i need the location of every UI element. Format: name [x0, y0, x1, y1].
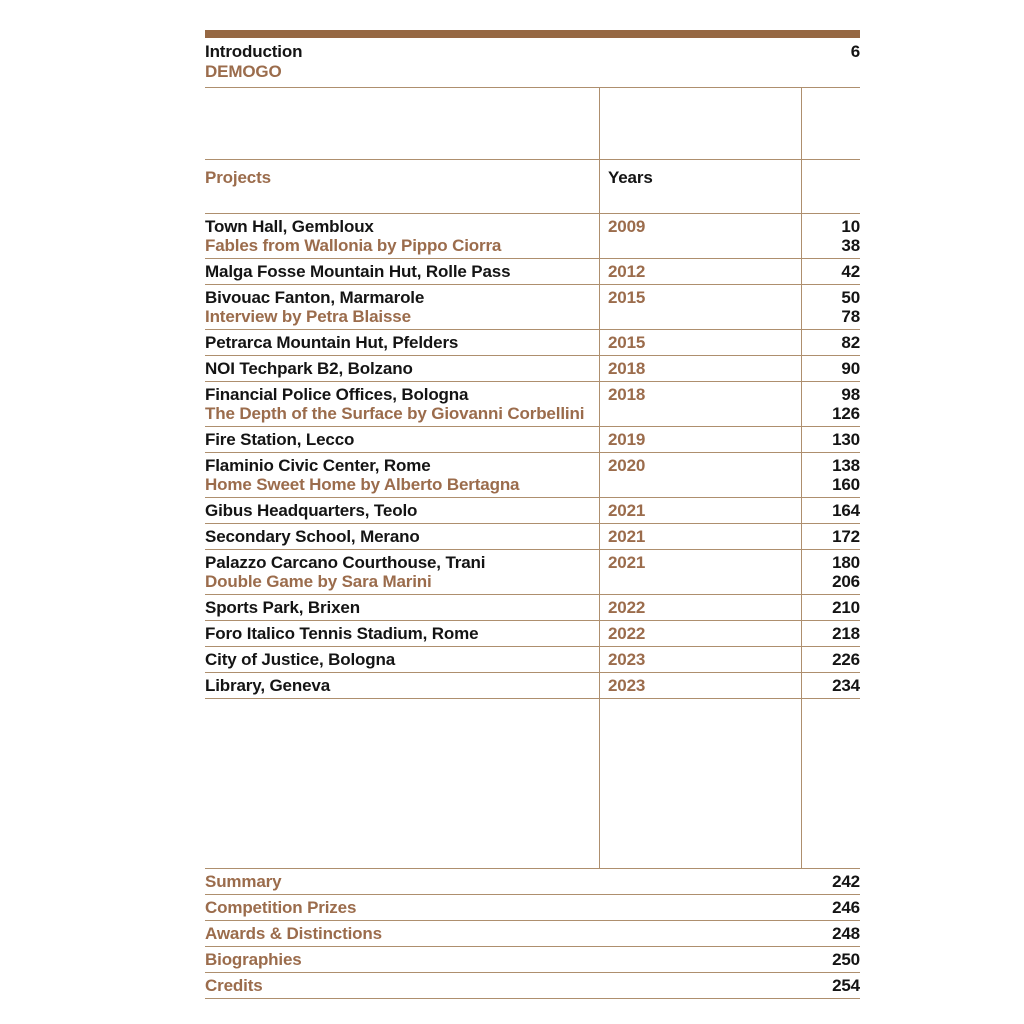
- toc-table: [205, 88, 860, 868]
- empty-tail-row: [205, 698, 860, 868]
- toc-content: [205, 30, 860, 999]
- toc-row: [205, 523, 860, 549]
- project-name: Library, Geneva: [205, 676, 330, 695]
- year-value: 2020: [608, 456, 646, 475]
- page-number-secondary: 206: [832, 572, 860, 591]
- project-name: Malga Fosse Mountain Hut, Rolle Pass: [205, 262, 511, 281]
- year-value: 2021: [608, 527, 646, 546]
- project-name: Secondary School, Merano: [205, 527, 420, 546]
- page-number: 82: [841, 333, 860, 352]
- project-name: Sports Park, Brixen: [205, 598, 360, 617]
- footer-label: Competition Prizes: [205, 898, 357, 917]
- chapter-header: [205, 38, 860, 88]
- essay-title: Fables from Wallonia by Pippo Ciorra: [205, 236, 502, 255]
- footer-label: Awards & Distinctions: [205, 924, 382, 943]
- year-value: 2022: [608, 624, 646, 643]
- page-number-secondary: 38: [841, 236, 860, 255]
- footer-row: [205, 920, 860, 946]
- page-number: 98: [841, 385, 860, 404]
- essay-title: Interview by Petra Blaisse: [205, 307, 411, 326]
- year-value: 2015: [608, 333, 646, 352]
- essay-title: Home Sweet Home by Alberto Bertagna: [205, 475, 520, 494]
- toc-row: [205, 672, 860, 698]
- page-number-secondary: 126: [832, 404, 860, 423]
- page-number: 10: [841, 217, 860, 236]
- page-number-secondary: 78: [841, 307, 860, 326]
- footer-label: Credits: [205, 976, 263, 995]
- page-number: 50: [841, 288, 860, 307]
- toc-footer: [205, 868, 860, 999]
- project-name: Town Hall, Gembloux: [205, 217, 374, 236]
- page-number-secondary: 160: [832, 475, 860, 494]
- project-name: Gibus Headquarters, Teolo: [205, 501, 418, 520]
- chapter-page-number: 6: [850, 42, 860, 61]
- year-value: 2019: [608, 430, 646, 449]
- project-name: Fire Station, Lecco: [205, 430, 355, 449]
- page-number: 130: [832, 430, 860, 449]
- spacer-row: [205, 88, 860, 159]
- year-value: 2023: [608, 676, 646, 695]
- page-number: 218: [832, 624, 860, 643]
- footer-label: Summary: [205, 872, 282, 891]
- project-name: Palazzo Carcano Courthouse, Trani: [205, 553, 486, 572]
- project-name: Flaminio Civic Center, Rome: [205, 456, 431, 475]
- project-name: Bivouac Fanton, Marmarole: [205, 288, 425, 307]
- page-number: 90: [841, 359, 860, 378]
- year-value: 2023: [608, 650, 646, 669]
- toc-row: [205, 594, 860, 620]
- project-name: Foro Italico Tennis Stadium, Rome: [205, 624, 479, 643]
- footer-row: [205, 946, 860, 972]
- footer-page-number: 250: [832, 950, 860, 969]
- footer-page-number: 246: [832, 898, 860, 917]
- toc-row: [205, 620, 860, 646]
- top-rule-bar: [205, 30, 860, 38]
- page-number: 164: [832, 501, 860, 520]
- column-header-projects: Projects: [205, 160, 600, 213]
- column-header-row: [205, 159, 860, 213]
- toc-row: [205, 381, 860, 426]
- footer-page-number: 248: [832, 924, 860, 943]
- toc-row: [205, 355, 860, 381]
- project-name: NOI Techpark B2, Bolzano: [205, 359, 413, 378]
- toc-row: [205, 452, 860, 497]
- page-number: 180: [832, 553, 860, 572]
- year-value: 2021: [608, 553, 646, 572]
- page-number: 234: [832, 676, 860, 695]
- toc-row: [205, 497, 860, 523]
- toc-row: [205, 258, 860, 284]
- page-number: 172: [832, 527, 860, 546]
- project-name: Financial Police Offices, Bologna: [205, 385, 469, 404]
- toc-row: [205, 426, 860, 452]
- toc-row: [205, 284, 860, 329]
- page-number: 42: [841, 262, 860, 281]
- column-header-years: Years: [600, 160, 802, 213]
- essay-title: The Depth of the Surface by Giovanni Corbellini: [205, 404, 585, 423]
- studio-name: DEMOGO: [205, 62, 282, 81]
- toc-row: [205, 213, 860, 258]
- toc-row: [205, 646, 860, 672]
- toc-row: [205, 329, 860, 355]
- year-value: 2021: [608, 501, 646, 520]
- year-value: 2012: [608, 262, 646, 281]
- chapter-title: Introduction: [205, 42, 303, 61]
- year-value: 2009: [608, 217, 646, 236]
- footer-label: Biographies: [205, 950, 302, 969]
- year-value: 2022: [608, 598, 646, 617]
- footer-page-number: 242: [832, 872, 860, 891]
- footer-row: [205, 894, 860, 920]
- project-name: Petrarca Mountain Hut, Pfelders: [205, 333, 459, 352]
- footer-row: [205, 868, 860, 894]
- footer-page-number: 254: [832, 976, 860, 995]
- toc-row: [205, 549, 860, 594]
- footer-row: [205, 972, 860, 999]
- page-number: 210: [832, 598, 860, 617]
- page-number: 226: [832, 650, 860, 669]
- project-name: City of Justice, Bologna: [205, 650, 396, 669]
- year-value: 2018: [608, 385, 646, 404]
- year-value: 2018: [608, 359, 646, 378]
- year-value: 2015: [608, 288, 646, 307]
- page-number: 138: [832, 456, 860, 475]
- essay-title: Double Game by Sara Marini: [205, 572, 432, 591]
